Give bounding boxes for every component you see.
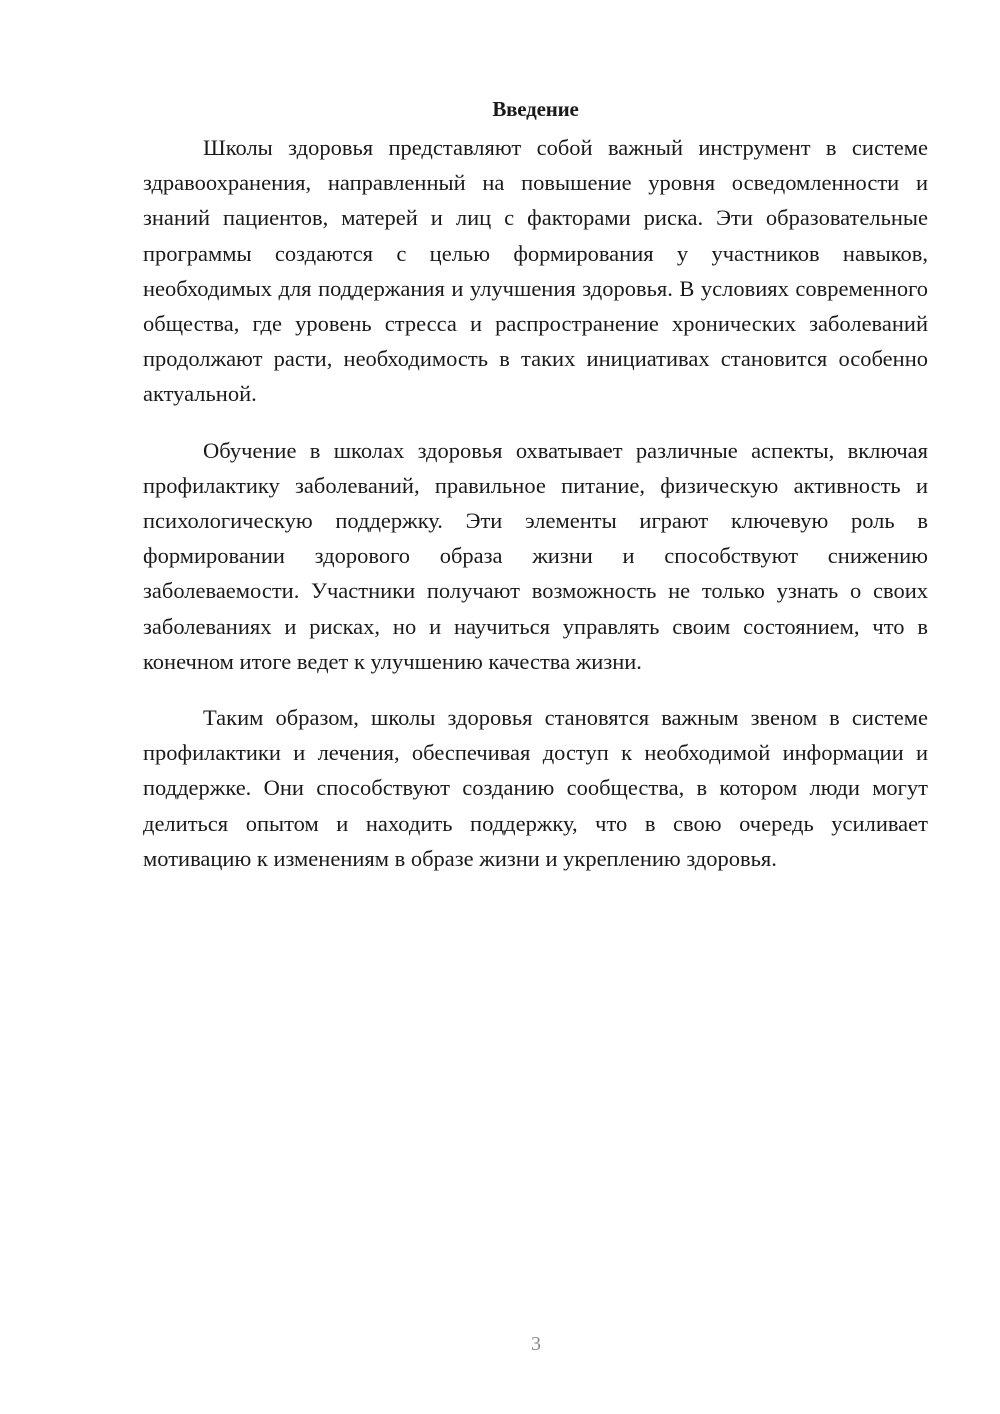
document-body — [143, 92, 928, 897]
page-number: 3 — [531, 1333, 541, 1355]
paragraph: Обучение в школах здоровья охватывает различные аспекты, включая профилактику заболеваний, правильное питание, физическую активность и психологическую поддержку. Эти элементы играют ключевую роль в формировании здорового образа жизни и способствуют снижению заболеваемости. Участники получают возможность не только узнать о своих заболеваниях и рисках, но и научиться управлять своим состоянием, что в конечном итоге ведет к улучшению качества жизни. — [143, 437, 928, 674]
paragraph: Таким образом, школы здоровья становятся важным звеном в системе профилактики и лечения, обеспечивая доступ к необходимой информации и поддержке. Они способствуют созданию сообщества, в котором люди могут делиться опытом и находить поддержку, что в свою очередь усиливает мотивацию к изменениям в образе жизни и укреплению здоровья. — [143, 705, 928, 871]
paragraph: Школы здоровья представляют собой важный инструмент в системе здравоохранения, направленный на повышение уровня осведомленности и знаний пациентов, матерей и лиц с факторами риска. Эти образовательные программы создаются с целью формирования у участников навыков, необходимых для поддержания и улучшения здоровья. В условиях современного общества, где уровень стресса и распространение хронических заболеваний продолжают расти, необходимость в таких инициативах становится особенно актуальной. — [143, 135, 928, 407]
section-title: Введение — [492, 97, 579, 121]
